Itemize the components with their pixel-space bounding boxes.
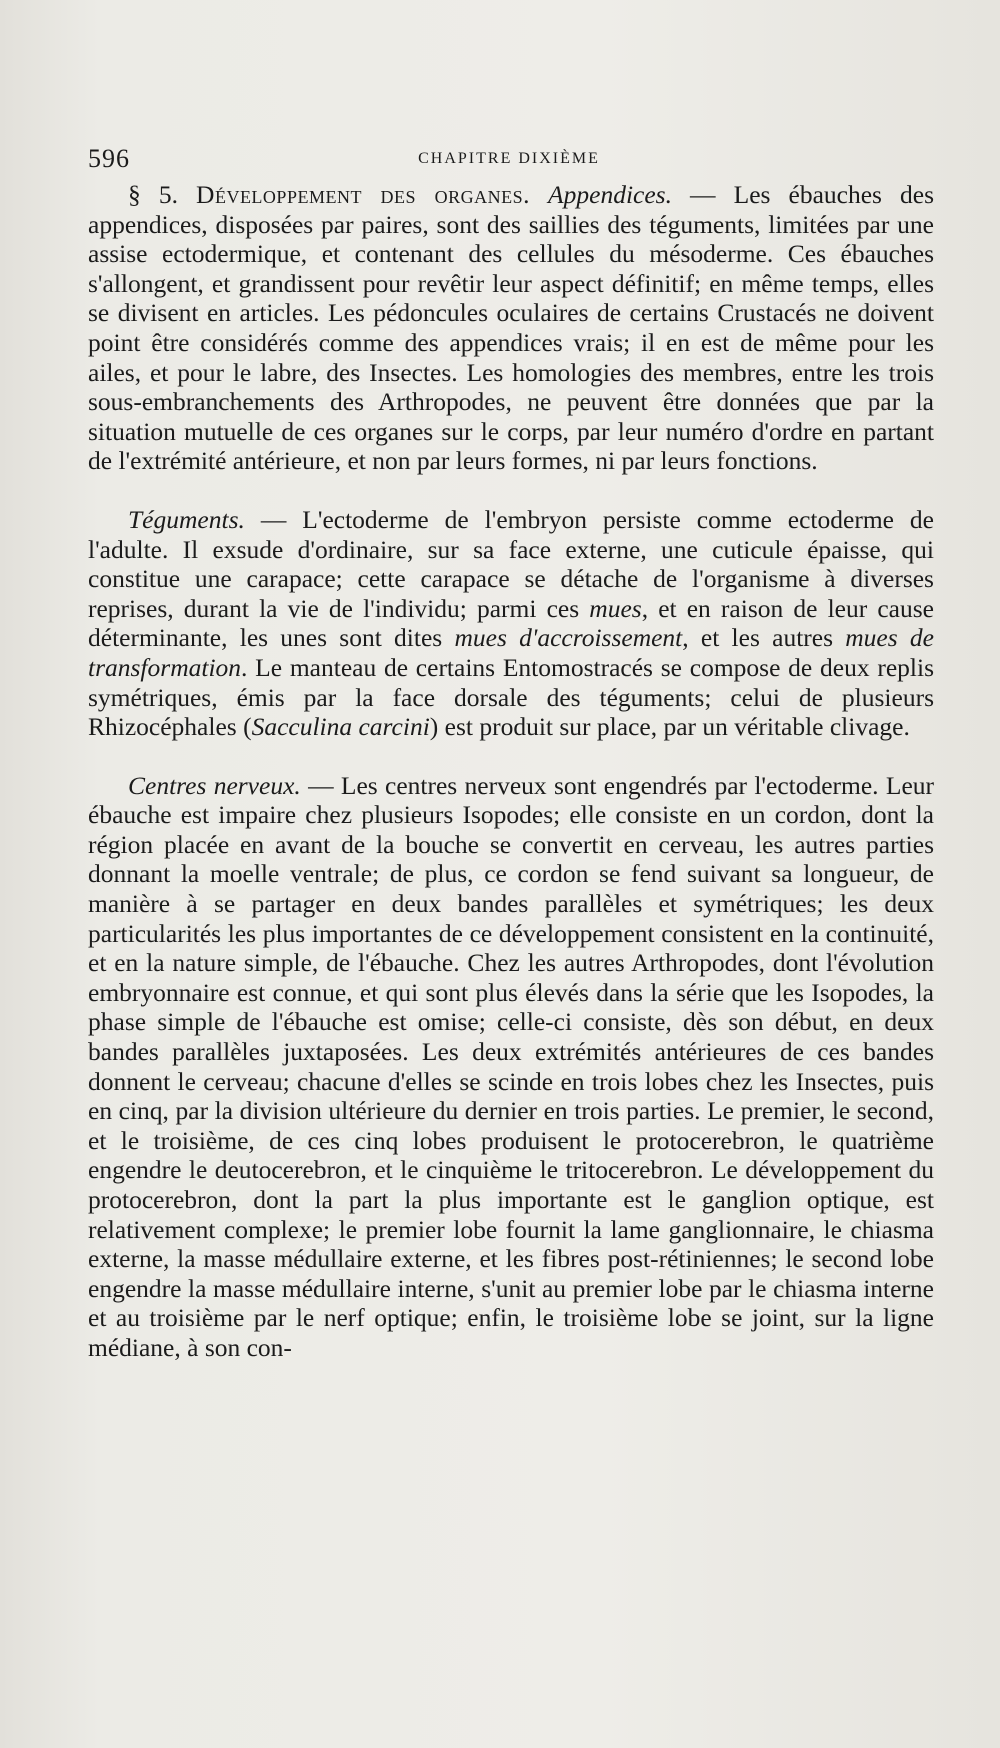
paragraph-text: — Les ébauches des appendices, disposées par paires, sont des saillies des téguments, limitées par une assise ectodermique, et contenant des cellules du mésoderme. Ces ébauches s'allongent, et grandissent pour revêtir leur aspect définitif; en même temps, elles se divisent en articles. Les pédoncules oculaires de certains Crustacés ne doivent point être considérés comme des appendices vrais; il en est de même pour les ailes, et pour le labre, des Insectes. Les homologies des membres, entre les trois sous-embranchements des Arthropodes, ne peuvent être données que par la situation mutuelle de ces organes sur le corps, par leur numéro d'ordre en partant de l'extrémité antérieure, et non par leurs formes, ni par leurs fonctions. [88,180,935,476]
section-mark: § 5. [128,180,178,209]
paragraph-teguments [88,505,934,742]
paragraph-text: , et les autres [682,623,846,653]
page-header [88,144,930,176]
italic-term: mues [589,593,642,623]
paragraph-text: — L'ectoderme de l'embryon persiste comme ectoderme de l'adulte. Il exsude d'ordinaire, sur sa face externe, une cuticule épaisse, qui constitue une carapace; cette carapace se détache de l'organisme à diverses reprises, durant la vie de l'individu; parmi ces [88,504,934,623]
subsection-heading-appendices: Appendices. [548,180,672,209]
page-number: 596 [88,144,130,173]
italic-species-name: Sacculina carcini [251,712,430,742]
body-text [88,180,934,1363]
section-title: Développement des organes. [196,180,530,209]
paragraph-centres-nerveux [88,771,934,1363]
running-head: CHAPITRE DIXIÈME [418,150,600,167]
paragraph-text: ) est produit sur place, par un véritable clivage. [429,712,910,742]
italic-term: mues d'accroissement [454,623,683,653]
paragraph-text: — Les centres nerveux sont engendrés par l'ectoderme. Leur ébauche est impaire chez plusieurs Isopodes; elle consiste en un cordon, dont la région placée en avant de la bouche se convertit en cerveau, les autres parties donnant la moelle ventrale; de plus, ce cordon se fend suivant sa longueur, de manière à se partager en deux bandes parallèles et symétriques; les deux particularités les plus importantes de ce développement consistent en la continuité, et en la nature simple, de l'ébauche. Chez les autres Arthropodes, dont l'évolution embryonnaire est connue, et qui sont plus élevés dans la série que les Isopodes, la phase simple de l'ébauche est omise; celle-ci consiste, dès son début, en deux bandes parallèles juxtaposées. Les deux extrémités antérieures de ces bandes donnent le cerveau; chacune d'elles se scinde en trois lobes chez les Insectes, puis en cinq, par la division ultérieure du dernier en trois parties. Le premier, le second, et le troisième, de ces cinq lobes produisent le protocerebron, le quatrième engendre le deutocerebron, et le cinquième le tritocerebron. Le développement du protocerebron, dont la part la plus importante est le ganglion optique, est relativement complexe; le premier lobe fournit la lame ganglionnaire, le chiasma externe, la masse médullaire externe, et les fibres post-rétiniennes; le second lobe engendre la masse médullaire interne, s'unit au premier lobe par le chiasma interne et au troisième par le nerf optique; enfin, le troisième lobe se joint, sur la ligne médiane, à son con- [88,770,934,1362]
subsection-heading-centres-nerveux: Centres nerveux. [128,770,301,800]
paragraph-text: . Le manteau de certains Entomostracés se compose de deux replis symétriques, émis par la face dorsale des téguments; celui de plusieurs Rhizocéphales ( [88,652,934,742]
paragraph-appendices [88,180,934,476]
subsection-heading-teguments: Téguments. [128,504,245,534]
paragraph-text: , et en raison de leur cause déterminante, les unes sont dites [88,593,934,653]
italic-term: mues de transformation [88,623,934,682]
